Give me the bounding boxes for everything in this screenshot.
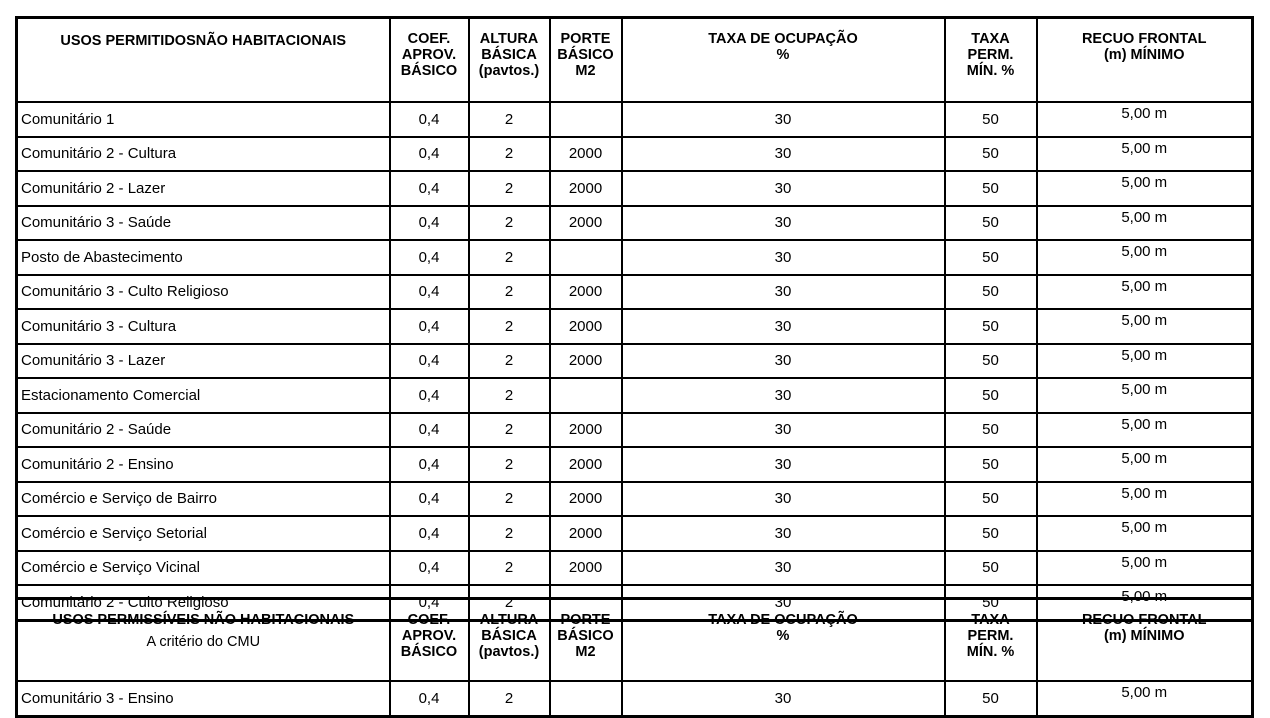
table-row — [17, 516, 1253, 551]
use-name-cell: Comércio e Serviço Setorial — [17, 516, 390, 551]
porte-cell — [550, 240, 622, 275]
taxa-perm-cell: 50 — [945, 275, 1037, 310]
porte-cell: 2000 — [550, 344, 622, 379]
recuo-cell: 5,00 m — [1037, 206, 1253, 241]
taxa-ocupacao-cell: 30 — [622, 240, 945, 275]
taxa-ocupacao-cell: 30 — [622, 585, 945, 620]
altura-cell: 2 — [469, 309, 550, 344]
coef-cell: 0,4 — [390, 482, 469, 517]
altura-cell: 2 — [469, 206, 550, 241]
coef-cell: 0,4 — [390, 206, 469, 241]
porte-cell — [550, 378, 622, 413]
table-row — [17, 275, 1253, 310]
coef-cell: 0,4 — [390, 681, 469, 716]
altura-cell: 2 — [469, 482, 550, 517]
taxa-ocupacao-cell: 30 — [622, 516, 945, 551]
taxa-ocupacao-cell: 30 — [622, 681, 945, 716]
use-name-cell: Comunitário 3 - Saúde — [17, 206, 390, 241]
table-row — [17, 413, 1253, 448]
coef-cell: 0,4 — [390, 102, 469, 137]
taxa-perm-cell: 50 — [945, 344, 1037, 379]
taxa-perm-cell: 50 — [945, 516, 1037, 551]
porte-cell: 2000 — [550, 206, 622, 241]
table-row — [17, 378, 1253, 413]
table-row — [17, 137, 1253, 172]
taxa-perm-cell: 50 — [945, 681, 1037, 716]
coef-cell: 0,4 — [390, 137, 469, 172]
table-row — [17, 309, 1253, 344]
taxa-perm-header: TAXA PERM. MÍN. % — [945, 599, 1037, 682]
taxa-perm-cell: 50 — [945, 551, 1037, 586]
taxa-perm-cell: 50 — [945, 378, 1037, 413]
coef-cell: 0,4 — [390, 171, 469, 206]
altura-cell: 2 — [469, 171, 550, 206]
porte-cell: 2000 — [550, 413, 622, 448]
recuo-cell: 5,00 m — [1037, 102, 1253, 137]
porte-cell: 2000 — [550, 447, 622, 482]
coef-header: COEF. APROV. BÁSICO — [390, 599, 469, 682]
taxa-ocupacao-cell: 30 — [622, 102, 945, 137]
use-name-cell: Comércio e Serviço Vicinal — [17, 551, 390, 586]
use-name-cell: Comunitário 2 - Ensino — [17, 447, 390, 482]
use-name-cell: Comunitário 2 - Lazer — [17, 171, 390, 206]
recuo-cell: 5,00 m — [1037, 137, 1253, 172]
porte-cell — [550, 102, 622, 137]
use-name-cell: Comunitário 3 - Culto Religioso — [17, 275, 390, 310]
recuo-cell: 5,00 m — [1037, 378, 1253, 413]
altura-cell: 2 — [469, 137, 550, 172]
taxa-ocupacao-cell: 30 — [622, 378, 945, 413]
taxa-ocupacao-cell: 30 — [622, 447, 945, 482]
recuo-header: RECUO FRONTAL (m) MÍNIMO — [1037, 18, 1253, 103]
porte-cell — [550, 681, 622, 716]
taxa-ocupacao-cell: 30 — [622, 413, 945, 448]
recuo-cell: 5,00 m — [1037, 171, 1253, 206]
taxa-perm-cell: 50 — [945, 413, 1037, 448]
recuo-cell: 5,00 m — [1037, 681, 1253, 716]
recuo-cell: 5,00 m — [1037, 344, 1253, 379]
table-row — [17, 681, 1253, 716]
taxa-ocupacao-cell: 30 — [622, 137, 945, 172]
coef-cell: 0,4 — [390, 344, 469, 379]
table-row — [17, 240, 1253, 275]
altura-cell: 2 — [469, 681, 550, 716]
taxa-ocupacao-cell: 30 — [622, 551, 945, 586]
porte-cell: 2000 — [550, 171, 622, 206]
altura-cell: 2 — [469, 378, 550, 413]
porte-cell: 2000 — [550, 137, 622, 172]
altura-cell: 2 — [469, 516, 550, 551]
porte-cell: 2000 — [550, 309, 622, 344]
porte-header: PORTE BÁSICO M2 — [550, 599, 622, 682]
uses-subtitle: A critério do CMU — [146, 634, 261, 650]
taxa-ocupacao-header: TAXA DE OCUPAÇÃO % — [622, 599, 945, 682]
altura-header: ALTURA BÁSICA (pavtos.) — [469, 599, 550, 682]
table-row — [17, 171, 1253, 206]
use-name-cell: Comunitário 2 - Cultura — [17, 137, 390, 172]
porte-cell: 2000 — [550, 482, 622, 517]
taxa-perm-cell: 50 — [945, 482, 1037, 517]
coef-cell: 0,4 — [390, 413, 469, 448]
recuo-cell: 5,00 m — [1037, 413, 1253, 448]
permissible-uses-table — [15, 597, 1254, 718]
recuo-cell: 5,00 m — [1037, 585, 1253, 620]
permitted-uses-body — [17, 102, 1253, 620]
taxa-perm-cell: 50 — [945, 137, 1037, 172]
coef-header: COEF. APROV. BÁSICO — [390, 18, 469, 103]
use-name-cell: Comunitário 3 - Ensino — [17, 681, 390, 716]
use-name-cell: Comunitário 1 — [17, 102, 390, 137]
table-row — [17, 344, 1253, 379]
porte-cell: 2000 — [550, 516, 622, 551]
taxa-ocupacao-cell: 30 — [622, 482, 945, 517]
altura-cell: 2 — [469, 447, 550, 482]
permissible-uses-body — [17, 681, 1253, 716]
taxa-perm-cell: 50 — [945, 447, 1037, 482]
header-row — [17, 18, 1253, 103]
table-row — [17, 447, 1253, 482]
use-name-cell: Comunitário 3 - Lazer — [17, 344, 390, 379]
permitted-uses-table — [15, 16, 1254, 622]
porte-cell: 2000 — [550, 275, 622, 310]
use-name-cell: Comércio e Serviço de Bairro — [17, 482, 390, 517]
altura-cell: 2 — [469, 551, 550, 586]
use-name-cell: Comunitário 2 - Culto Religioso — [17, 585, 390, 620]
taxa-perm-cell: 50 — [945, 309, 1037, 344]
recuo-cell: 5,00 m — [1037, 240, 1253, 275]
header-row — [17, 599, 1253, 682]
coef-cell: 0,4 — [390, 275, 469, 310]
use-name-cell: Comunitário 2 - Saúde — [17, 413, 390, 448]
altura-cell: 2 — [469, 275, 550, 310]
uses-title: USOS PERMITIDOSNÃO HABITACIONAIS — [17, 18, 390, 103]
uses-title: USOS PERMISSÍVEIS NÃO HABITACIONAIS A critério do CMU — [17, 599, 390, 682]
recuo-cell: 5,00 m — [1037, 551, 1253, 586]
table-row — [17, 206, 1253, 241]
coef-cell: 0,4 — [390, 378, 469, 413]
recuo-cell: 5,00 m — [1037, 447, 1253, 482]
altura-cell: 2 — [469, 413, 550, 448]
recuo-cell: 5,00 m — [1037, 309, 1253, 344]
recuo-cell: 5,00 m — [1037, 275, 1253, 310]
taxa-ocupacao-cell: 30 — [622, 171, 945, 206]
use-name-cell: Posto de Abastecimento — [17, 240, 390, 275]
taxa-ocupacao-cell: 30 — [622, 344, 945, 379]
coef-cell: 0,4 — [390, 240, 469, 275]
taxa-ocupacao-cell: 30 — [622, 206, 945, 241]
altura-cell: 2 — [469, 240, 550, 275]
taxa-ocupacao-cell: 30 — [622, 275, 945, 310]
porte-cell: 2000 — [550, 551, 622, 586]
taxa-perm-cell: 50 — [945, 240, 1037, 275]
coef-cell: 0,4 — [390, 309, 469, 344]
table-row — [17, 102, 1253, 137]
porte-header: PORTE BÁSICO M2 — [550, 18, 622, 103]
recuo-cell: 5,00 m — [1037, 516, 1253, 551]
coef-cell: 0,4 — [390, 585, 469, 620]
taxa-ocupacao-cell: 30 — [622, 309, 945, 344]
use-name-cell: Estacionamento Comercial — [17, 378, 390, 413]
taxa-perm-cell: 50 — [945, 102, 1037, 137]
coef-cell: 0,4 — [390, 516, 469, 551]
table-row — [17, 482, 1253, 517]
coef-cell: 0,4 — [390, 551, 469, 586]
recuo-cell: 5,00 m — [1037, 482, 1253, 517]
altura-cell: 2 — [469, 102, 550, 137]
altura-cell: 2 — [469, 344, 550, 379]
altura-header: ALTURA BÁSICA (pavtos.) — [469, 18, 550, 103]
taxa-ocupacao-header: TAXA DE OCUPAÇÃO % — [622, 18, 945, 103]
taxa-perm-header: TAXA PERM. MÍN. % — [945, 18, 1037, 103]
coef-cell: 0,4 — [390, 447, 469, 482]
taxa-perm-cell: 50 — [945, 171, 1037, 206]
recuo-header: RECUO FRONTAL (m) MÍNIMO — [1037, 599, 1253, 682]
table-row — [17, 551, 1253, 586]
taxa-perm-cell: 50 — [945, 206, 1037, 241]
taxa-perm-cell: 50 — [945, 585, 1037, 620]
altura-cell: 2 — [469, 585, 550, 620]
use-name-cell: Comunitário 3 - Cultura — [17, 309, 390, 344]
